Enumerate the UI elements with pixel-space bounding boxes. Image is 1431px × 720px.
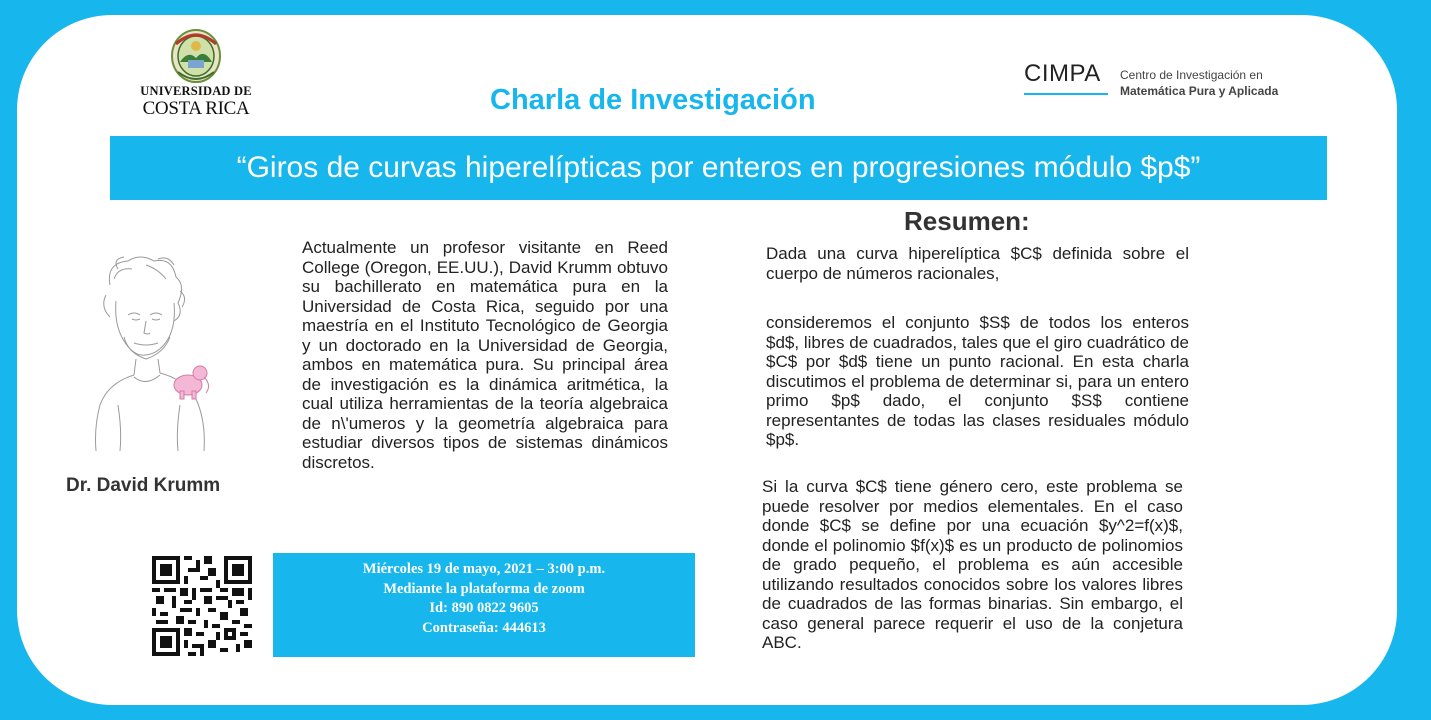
abstract-heading: Resumen: xyxy=(904,206,1030,236)
abstract-paragraph-3: Si la curva $C$ tiene género cero, este problema se puede resolver por medios elementales. En el caso donde $C$ se define por una ecuación $y^2=f(x)$, donde el polinomio $f(x)$ es un producto de polinomios de grado pequeño, el problema es aún accesible utilizando resultados conocidos sobre los valores libres de cuadrados de las formas binarias. Sin embargo, el caso general parece requerir el uso de la conjetura ABC. xyxy=(762,477,1183,652)
event-zoom-id: Id: 890 0822 9605 xyxy=(429,600,539,616)
ucr-logo xyxy=(140,28,252,120)
ucr-name-line2: COSTA RICA xyxy=(142,98,250,119)
abstract-paragraph-2: consideremos el conjunto $S$ de todos los enteros $d$, libres de cuadrados, tales que el giro cuadrático de $C$ por $d$ tiene un punto racional. En esta charla discutimos el problema de determinar si, para un entero primo $p$ dado, el conjunto $S$ contiene representantes de todas las clases residuales módulo $p$. xyxy=(766,313,1189,449)
cimpa-subtitle-2: Matemática Pura y Aplicada xyxy=(1120,84,1279,98)
cimpa-wordmark: CIMPA xyxy=(1024,60,1101,87)
talk-title: “Giros de curvas hiperelípticas por enteros en progresiones módulo $p$” xyxy=(236,151,1201,184)
event-date: Miércoles 19 de mayo, 2021 – 3:00 p.m. xyxy=(362,561,606,577)
cimpa-subtitle-1: Centro de Investigación en xyxy=(1120,68,1263,82)
qr-code-icon[interactable] xyxy=(152,556,252,656)
event-password: Contraseña: 444613 xyxy=(422,619,546,636)
speaker-portrait-sketch xyxy=(88,255,213,455)
event-title: Charla de Investigación xyxy=(490,84,816,116)
speaker-name: Dr. David Krumm xyxy=(66,475,221,496)
talk-title-banner xyxy=(110,136,1327,200)
event-platform: Mediante la plataforma de zoom xyxy=(383,580,585,597)
ucr-name-line1: UNIVERSIDAD DE xyxy=(140,84,252,98)
cimpa-logo xyxy=(1022,60,1292,100)
abstract-paragraph-1: Dada una curva hiperelíptica $C$ definida sobre el cuerpo de números racionales, xyxy=(766,244,1189,283)
event-details-box xyxy=(273,553,695,657)
cimpa-underline xyxy=(1024,93,1108,95)
university-seal-icon xyxy=(170,28,222,84)
speaker-bio: Actualmente un profesor visitante en Reed College (Oregon, EE.UU.), David Krumm obtuvo su bachillerato en matemática pura en la Universidad de Costa Rica, seguido por una maestría en el Instituto Tecnológico de Georgia y un doctorado en la Universidad de Georgia, ambos en matemática pura. Su principal área de investigación es la dinámica aritmética, la cual utiliza herramientas de la teoría algebraica de n\'umeros y la geometría algebraica para estudiar diversos tipos de sistemas dinámicos discretos. xyxy=(302,238,668,472)
